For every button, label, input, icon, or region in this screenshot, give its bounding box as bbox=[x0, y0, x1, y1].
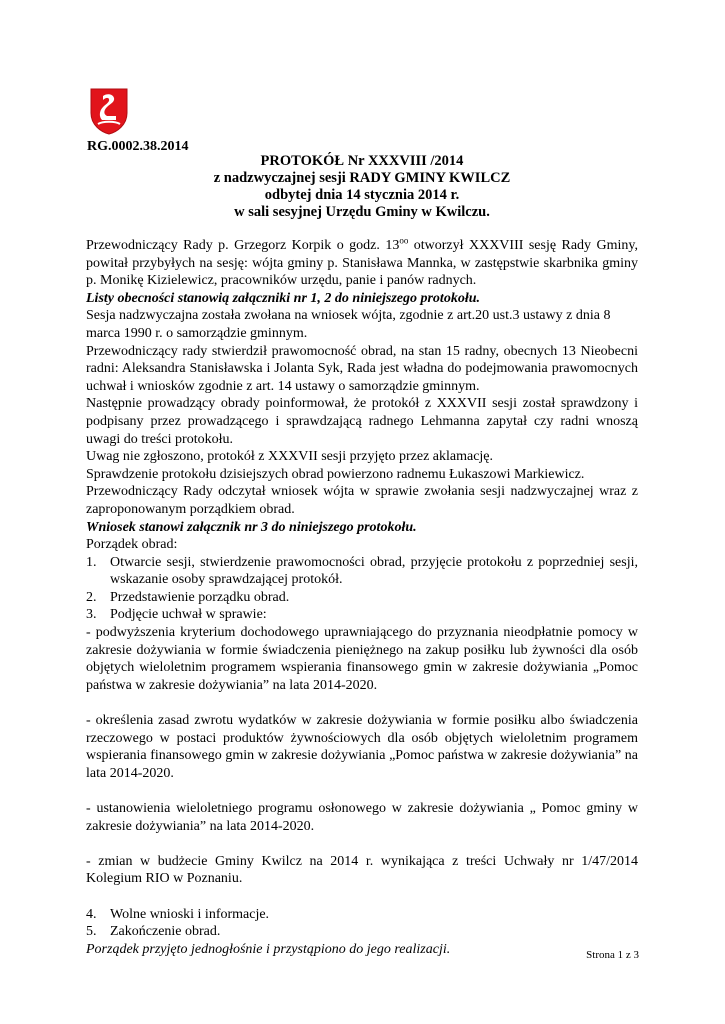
motion-read-paragraph: Przewodniczący Rady odczytał wniosek wójta w sprawie zwołania sesji nadzwyczajnej wraz z zaproponowanym porządkiem obrad. bbox=[86, 484, 638, 517]
quorum-paragraph: Przewodniczący rady stwierdził prawomocność obrad, na stan 15 radny, obecnych 13 Nieobecni radni: Aleksandra Stanisławska i Jolanta Syk, Rada jest władna do podejmowania prawomocnych uchwał i wniosków zgodnie z art. 14 ustawy o samorządzie gminnym. bbox=[86, 343, 638, 394]
agenda-list-tail bbox=[86, 906, 638, 941]
protocol-title-block bbox=[86, 153, 638, 221]
agenda-item: 3. Podjęcie uchwał w sprawie: bbox=[86, 607, 267, 623]
document-reference-number: RG.0002.38.2014 bbox=[87, 139, 189, 154]
agenda-heading: Porządek obrad: bbox=[86, 537, 178, 553]
motion-note: Wniosek stanowi załącznik nr 3 do niniejszego protokołu. bbox=[86, 519, 417, 535]
agenda-item: 5. Zakończenie obrad. bbox=[86, 924, 221, 940]
protocol-body bbox=[86, 237, 638, 958]
agenda-item: 2. Przedstawienie porządku obrad. bbox=[86, 589, 290, 605]
time-superscript: oo bbox=[399, 235, 409, 246]
intro-paragraph: Przewodniczący Rady p. Grzegorz Korpik o godz. $13^{oo}$ otworzył XXXVIII sesję Rady Gminy, powitał przybyłych na sesję: wójta gminy p. Stanisława Mannka, w zastępstwie skarbnika gminy p. Monikę Kizielewicz, pracowników urzędu, panie i panów radnych. bbox=[86, 235, 638, 289]
title-line: odbytej dnia 14 stycznia 2014 r. bbox=[264, 187, 460, 203]
agenda-list bbox=[86, 554, 638, 624]
protocol-check-paragraph: Sprawdzenie protokołu dzisiejszych obrad powierzono radnemu Łukaszowi Markiewicz. bbox=[86, 466, 585, 482]
resolution-item: - podwyższenia kryterium dochodowego uprawniającego do przyznania nieodpłatnie pomocy w zakresie dożywiania w formie świadczenia pieniężnego na zakup posiłku lub żywności dla osób objętych wieloletnim programem wspierania finansowego gmin w zakresie dożywiania „Pomoc państwa w zakresie dożywiania” na lata 2014-2020. bbox=[86, 625, 638, 693]
session-called-paragraph: Sesja nadzwyczajna została zwołana na wniosek wójta, zgodnie z art.20 ust.3 ustawy z dnia 8 marca 1990 r. o samorządzie gminnym. bbox=[86, 308, 611, 341]
attendance-note: Listy obecności stanowią załączniki nr 1, 2 do niniejszego protokołu. bbox=[86, 290, 480, 306]
resolution-item: - określenia zasad zwrotu wydatków w zakresie dożywiania w formie posiłku albo świadczenia rzeczowego w postaci produktów żywnościowych dla osób objętych wieloletnim programem wspierania finansowego gmin w zakresie dożywiania „Pomoc państwa w zakresie dożywiania” na lata 2014-2020. bbox=[86, 713, 638, 781]
protocol-accepted-paragraph: Uwag nie zgłoszono, protokół z XXXVII sesji przyjęto przez aklamację. bbox=[86, 449, 494, 465]
agenda-item: 4. Wolne wnioski i informacje. bbox=[86, 906, 270, 922]
protocol-info-paragraph: Następnie prowadzący obrady poinformował, że protokół z XXXVII sesji został sprawdzony i podpisany przez prowadzącego i sprawdzającą radnego Lehmanna zapytał czy radni wnoszą uwagi do treści protokołu. bbox=[86, 396, 638, 447]
title-line: PROTOKÓŁ Nr XXXVIII /2014 bbox=[260, 153, 464, 169]
page-number: Strona 1 z 3 bbox=[586, 949, 639, 961]
agenda-accepted-note: Porządek przyjęto jednogłośnie i przystąpiono do jego realizacji. bbox=[86, 941, 451, 957]
agenda-item: 1. Otwarcie sesji, stwierdzenie prawomocności obrad, przyjęcie protokołu z poprzedniej sesji, wskazanie osoby sprawdzającej protokół. bbox=[86, 554, 638, 588]
title-line: w sali sesyjnej Urzędu Gminy w Kwilczu. bbox=[234, 204, 490, 220]
kwilcz-coat-of-arms-icon bbox=[89, 87, 129, 135]
resolution-item: - ustanowienia wieloletniego programu osłonowego w zakresie dożywiania „ Pomoc gminy w zakresie dożywiania” na lata 2014-2020. bbox=[86, 801, 638, 834]
title-line: z nadzwyczajnej sesji RADY GMINY KWILCZ bbox=[213, 170, 511, 186]
resolution-item: - zmian w budżecie Gminy Kwilcz na 2014 r. wynikająca z treści Uchwały nr 1/47/2014 Kolegium RIO w Poznaniu. bbox=[86, 853, 638, 887]
